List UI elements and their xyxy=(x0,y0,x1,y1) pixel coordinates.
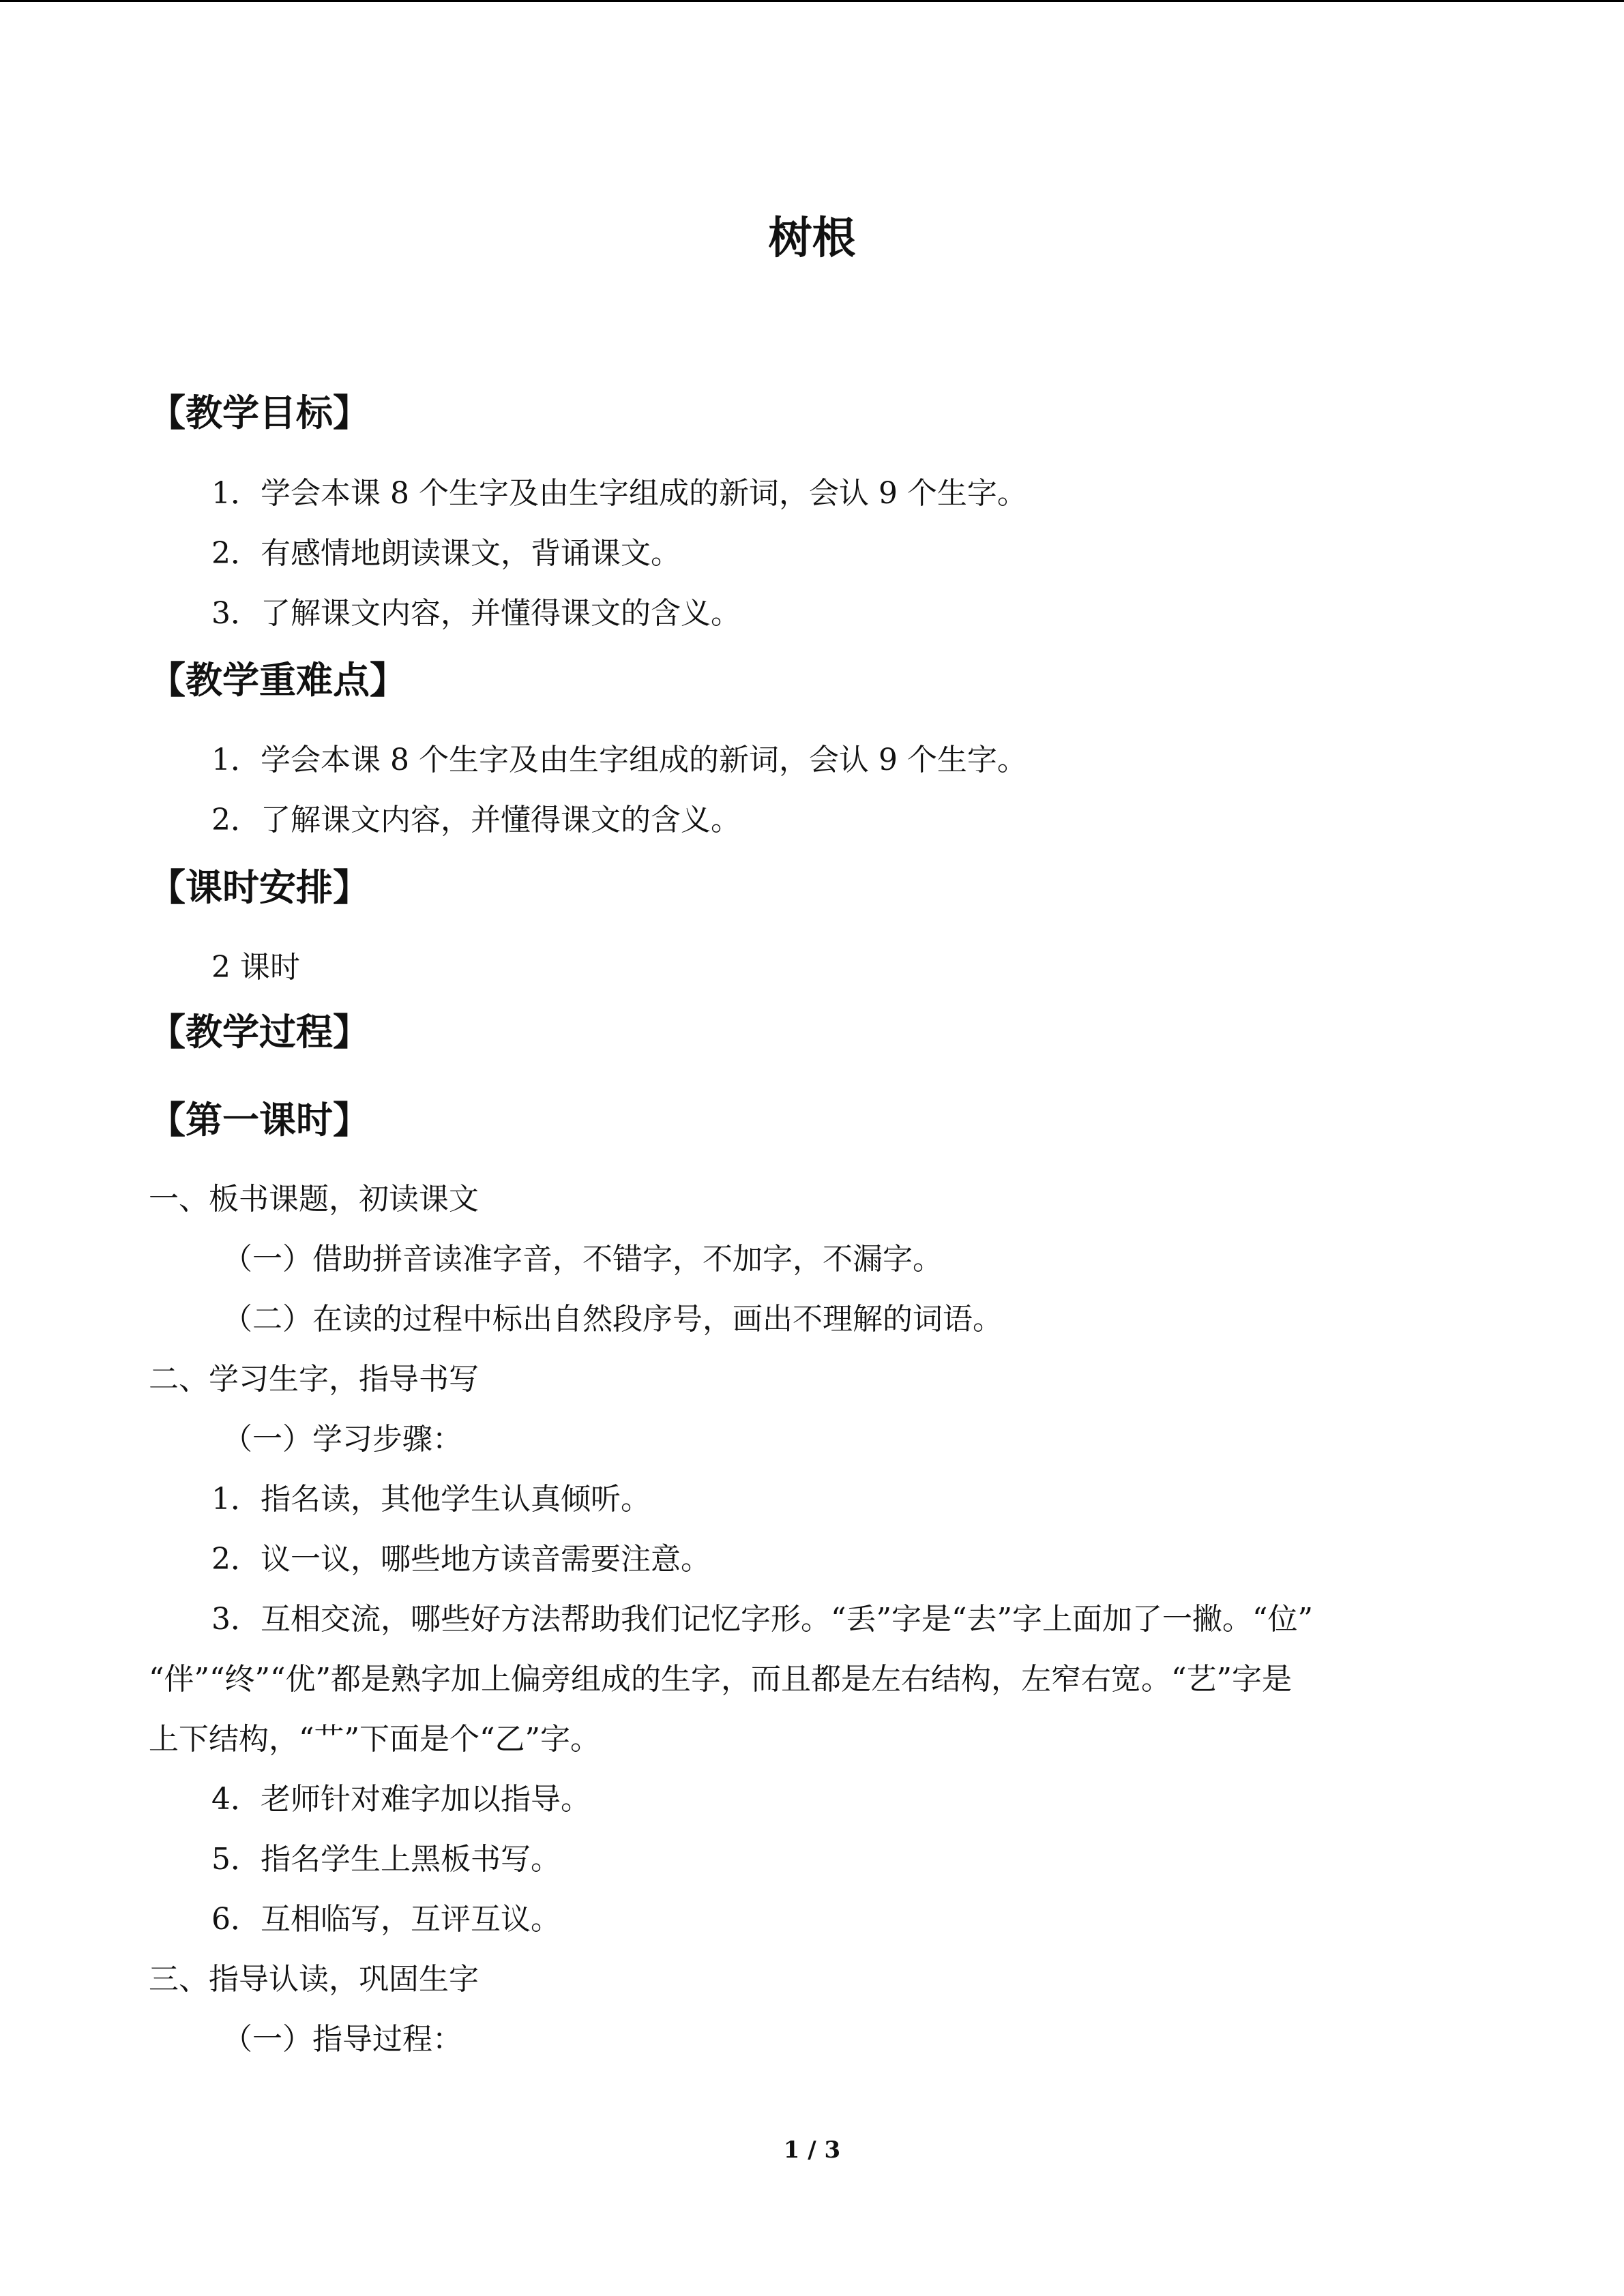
heading-teaching-process: 【教学过程】 xyxy=(149,1011,370,1054)
part2-step-4: 4．老师针对难字加以指导。 xyxy=(211,1782,591,1817)
objective-item-2: 2．有感情地朗读课文，背诵课文。 xyxy=(211,536,681,571)
objective-item-3: 3．了解课文内容，并懂得课文的含义。 xyxy=(211,596,741,631)
document-title: 树根 xyxy=(768,213,856,264)
part2-title: 二、学习生字，指导书写 xyxy=(149,1362,479,1397)
part2-step-3-line-2: “伴”“终”“优”都是熟字加上偏旁组成的生字，而且都是左右结构，左窄右宽。“艺”字是 xyxy=(149,1662,1292,1697)
part2-step-3-line-1: 3．互相交流，哪些好方法帮助我们记忆字形。“丢”字是“去”字上面加了一撇。“位” xyxy=(211,1602,1313,1637)
heading-key-points: 【教学重难点】 xyxy=(149,659,407,702)
part3-title: 三、指导认读，巩固生字 xyxy=(149,1962,479,1997)
part3-subheading: （一）指导过程： xyxy=(222,2022,462,2057)
part2-step-2: 2．议一议，哪些地方读音需要注意。 xyxy=(211,1542,711,1577)
schedule-text: 2 课时 xyxy=(211,950,300,985)
heading-teaching-objectives: 【教学目标】 xyxy=(149,391,370,434)
page-number: 1 / 3 xyxy=(783,2136,841,2164)
part2-step-3-line-3: 上下结构，“艹”下面是个“乙”字。 xyxy=(149,1722,600,1757)
part1-title: 一、板书课题，初读课文 xyxy=(149,1182,479,1217)
part2-step-5: 5．指名学生上黑板书写。 xyxy=(211,1842,561,1877)
objective-item-1: 1．学会本课 8 个生字及由生字组成的新词，会认 9 个生字。 xyxy=(211,476,1027,511)
key-point-item-1: 1．学会本课 8 个生字及由生字组成的新词，会认 9 个生字。 xyxy=(211,743,1027,777)
part1-item-2: （二）在读的过程中标出自然段序号，画出不理解的词语。 xyxy=(222,1302,1003,1337)
key-point-item-2: 2．了解课文内容，并懂得课文的含义。 xyxy=(211,803,741,837)
heading-schedule: 【课时安排】 xyxy=(149,866,370,909)
top-border-line xyxy=(0,0,1624,2)
part2-step-1: 1．指名读，其他学生认真倾听。 xyxy=(211,1482,651,1517)
part2-step-6: 6．互相临写，互评互议。 xyxy=(211,1902,561,1937)
part1-item-1: （一）借助拼音读准字音，不错字，不加字，不漏字。 xyxy=(222,1242,943,1277)
heading-first-lesson: 【第一课时】 xyxy=(149,1099,370,1142)
part2-subheading: （一）学习步骤： xyxy=(222,1422,462,1457)
